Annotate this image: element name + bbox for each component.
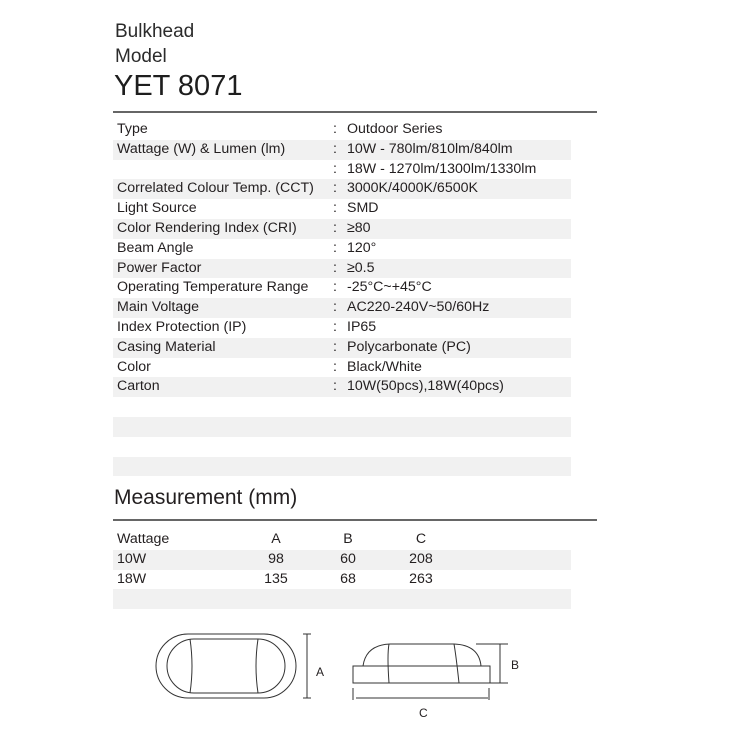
spec-value: ≥80	[347, 219, 371, 236]
spec-value: -25°C~+45°C	[347, 279, 432, 296]
spec-value: 3000K/4000K/6500K	[347, 180, 478, 197]
dimension-a-line	[303, 634, 311, 698]
dimension-c-line	[353, 688, 489, 700]
cell: 60	[340, 550, 356, 567]
spec-key: Wattage (W) & Lumen (lm)	[117, 140, 286, 157]
spec-value: IP65	[347, 318, 377, 335]
spec-key: Carton	[117, 378, 160, 395]
top-view-bands	[190, 639, 258, 693]
model-number: YET 8071	[114, 70, 243, 102]
spec-key: Beam Angle	[117, 239, 194, 256]
colon: :	[333, 378, 337, 395]
cell: 135	[264, 570, 288, 587]
colon: :	[333, 279, 337, 296]
top-view-outer	[156, 634, 296, 698]
colon: :	[333, 180, 337, 197]
spec-value: 120°	[347, 239, 377, 256]
side-view-base	[353, 666, 490, 683]
spec-value: ≥0.5	[347, 259, 375, 276]
spec-key: Power Factor	[117, 259, 202, 276]
cell: B	[343, 531, 353, 547]
spec-key: Main Voltage	[117, 299, 200, 316]
cell: 263	[409, 570, 433, 587]
spec-key: Color Rendering Index (CRI)	[117, 219, 297, 236]
cell: 10W	[117, 550, 147, 567]
measurement-title: Measurement (mm)	[114, 486, 298, 509]
spec-key: Type	[117, 121, 148, 137]
colon: :	[333, 338, 337, 355]
spec-key: Casing Material	[117, 338, 216, 355]
colon: :	[333, 200, 337, 217]
spec-value: Black/White	[347, 358, 422, 375]
spec-value: 10W - 780lm/810lm/840lm	[347, 140, 513, 157]
colon: :	[333, 358, 337, 375]
cell: 98	[268, 550, 284, 567]
spec-value: SMD	[347, 200, 379, 217]
spec-value: Polycarbonate (PC)	[347, 338, 471, 355]
dimension-c-label: C	[419, 706, 428, 720]
spec-key: Correlated Colour Temp. (CCT)	[117, 180, 314, 197]
cell: C	[415, 531, 427, 547]
spec-key: Color	[117, 358, 151, 375]
colon: :	[333, 219, 337, 236]
spec-value: Outdoor Series	[347, 121, 443, 137]
colon: :	[333, 239, 337, 256]
cell: Wattage	[117, 531, 170, 547]
colon: :	[333, 318, 337, 335]
cell: 68	[340, 570, 356, 587]
top-view-inner	[167, 639, 285, 693]
colon: :	[333, 259, 337, 276]
colon: :	[333, 121, 337, 137]
side-view-bands	[388, 644, 459, 683]
colon: :	[333, 299, 337, 316]
dimension-b-label: B	[511, 658, 520, 672]
spec-key: Light Source	[117, 200, 197, 217]
model-label: Model	[115, 46, 167, 67]
cell: A	[271, 531, 281, 547]
spec-value: 18W - 1270lm/1300lm/1330lm	[347, 160, 537, 177]
side-view-dome	[363, 644, 481, 666]
cell: 18W	[117, 570, 147, 587]
spec-key: Operating Temperature Range	[117, 279, 309, 296]
colon: :	[333, 140, 337, 157]
spec-value: AC220-240V~50/60Hz	[347, 299, 490, 316]
dimension-a-label: A	[316, 665, 325, 679]
spec-key: Index Protection (IP)	[117, 318, 247, 335]
category-title: Bulkhead	[115, 21, 195, 42]
cell: 208	[409, 550, 433, 567]
colon: :	[333, 160, 337, 177]
spec-value: 10W(50pcs),18W(40pcs)	[347, 378, 504, 395]
